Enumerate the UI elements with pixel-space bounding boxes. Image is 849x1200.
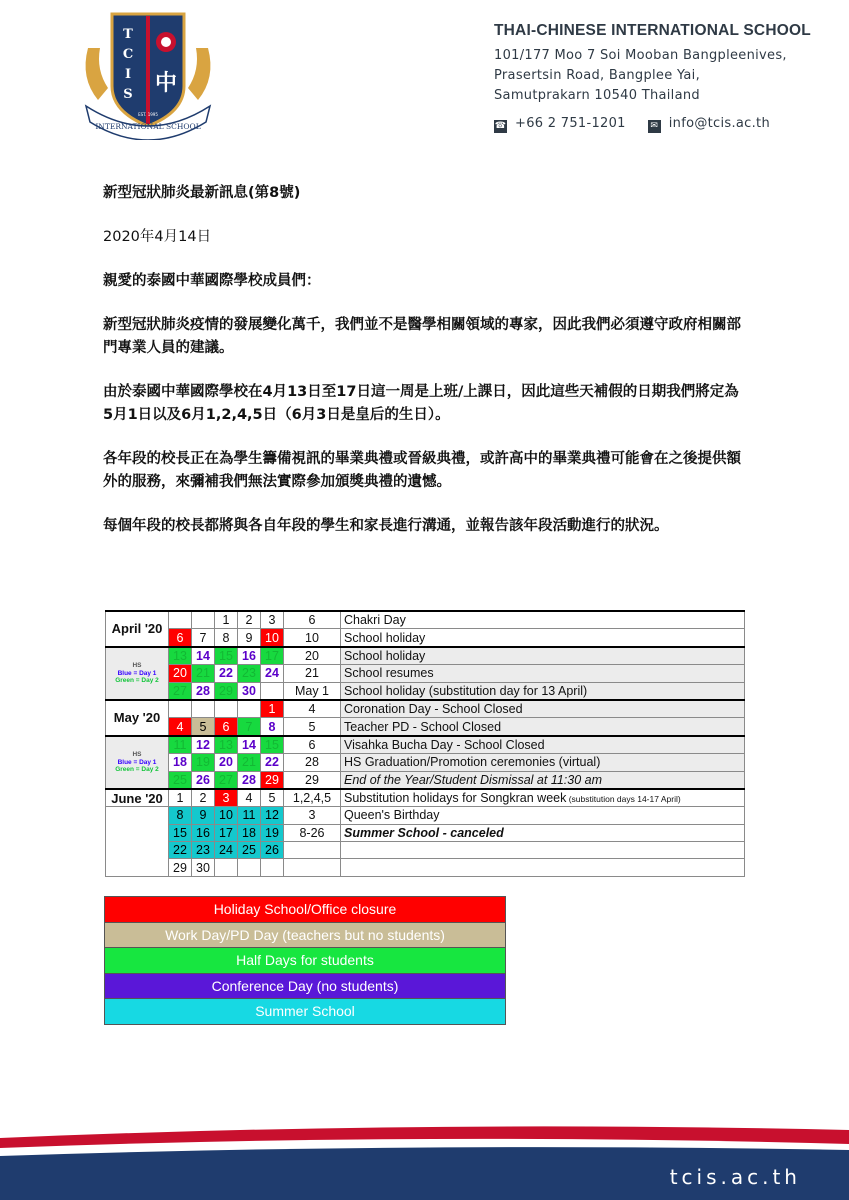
event-date: 21: [284, 665, 341, 682]
email-icon: ✉: [648, 120, 661, 133]
legend-item: Summer School: [105, 999, 505, 1025]
calendar-day: 9: [238, 629, 261, 647]
calendar-day: 5: [192, 718, 215, 736]
address-line: 101/177 Moo 7 Soi Mooban Bangpleenives,: [494, 48, 787, 63]
calendar-day: 22: [215, 665, 238, 682]
event-text: School holiday: [344, 630, 426, 645]
calendar-day: 2: [192, 789, 215, 807]
crest-chinese-char: 中: [154, 71, 178, 96]
event-date: 3: [284, 807, 341, 824]
calendar-row: [106, 647, 745, 665]
calendar-row: [106, 629, 745, 647]
calendar-day: 21: [238, 754, 261, 771]
calendar-day: 23: [192, 842, 215, 859]
event-description: [341, 807, 745, 824]
event-description: [341, 771, 745, 789]
event-text: School resumes: [344, 666, 434, 681]
event-text: Summer School - canceled: [344, 825, 504, 840]
school-crest-logo: [78, 8, 218, 140]
calendar-row: [106, 754, 745, 771]
calendar-day: [238, 859, 261, 876]
calendar-day: [261, 859, 284, 876]
event-date: 4: [284, 700, 341, 718]
crest-letter: I: [124, 67, 132, 82]
legend-item: Work Day/PD Day (teachers but no students): [105, 923, 505, 949]
calendar-day: 6: [169, 629, 192, 647]
hs-day-note: [106, 736, 169, 789]
letter-date: 2020年4月14日: [103, 229, 212, 245]
calendar-day: [169, 611, 192, 629]
calendar-day: 25: [238, 842, 261, 859]
crest-letter: S: [123, 87, 133, 102]
calendar-day: 14: [192, 647, 215, 665]
event-date: 6: [284, 611, 341, 629]
event-text: Visahka Bucha Day - School Closed: [344, 737, 545, 752]
calendar-row: [106, 824, 745, 841]
event-date: 29: [284, 771, 341, 789]
calendar-day: 26: [192, 771, 215, 789]
crest-ribbon-text: INTERNATIONAL SCHOOL: [95, 122, 201, 131]
calendar-day: 20: [215, 754, 238, 771]
calendar-day: 10: [215, 807, 238, 824]
event-description: [341, 629, 745, 647]
event-date: [284, 859, 341, 876]
hs-day-note-line: HS: [132, 751, 142, 759]
calendar-row: [106, 718, 745, 736]
calendar-row: [106, 700, 745, 718]
calendar-day: 17: [261, 647, 284, 665]
calendar-table: [105, 610, 745, 877]
calendar-day: 25: [169, 771, 192, 789]
calendar-row: [106, 807, 745, 824]
calendar-day: 15: [261, 736, 284, 754]
calendar-day: 3: [215, 789, 238, 807]
event-description: [341, 718, 745, 736]
legend-item: Half Days for students: [105, 948, 505, 974]
event-note: (substitution days 14-17 April): [566, 794, 681, 805]
event-text: Chakri Day: [344, 613, 406, 628]
calendar-day: [215, 859, 238, 876]
calendar-day: 26: [261, 842, 284, 859]
calendar-day: [192, 611, 215, 629]
calendar-day: 15: [215, 647, 238, 665]
event-description: [341, 700, 745, 718]
event-date: [284, 842, 341, 859]
event-date: 10: [284, 629, 341, 647]
calendar-row: [106, 771, 745, 789]
hs-day-note-line: Green = Day 2: [115, 677, 159, 685]
event-date: 20: [284, 647, 341, 665]
event-description: [341, 682, 745, 700]
calendar-day: 28: [192, 682, 215, 700]
calendar-day: 16: [192, 824, 215, 841]
calendar-day: 12: [192, 736, 215, 754]
contact-row: [494, 116, 824, 133]
calendar-day: 18: [238, 824, 261, 841]
hs-day-note: [106, 647, 169, 700]
calendar-day: 8: [261, 718, 284, 736]
calendar-day: 11: [169, 736, 192, 754]
event-text: Queen's Birthday: [344, 808, 440, 823]
event-description: [341, 611, 745, 629]
legend-item: Conference Day (no students): [105, 974, 505, 1000]
letter-paragraph: 各年段的校長正在為學生籌備視訊的畢業典禮或晉級典禮，或許高中的畢業典禮可能會在之後提供額外的服務，來彌補我們無法實際參加頒獎典禮的遺憾。: [103, 451, 741, 490]
calendar-row: [106, 665, 745, 682]
hs-day-note-line: Green = Day 2: [115, 766, 159, 774]
event-description: [341, 647, 745, 665]
calendar-day: 18: [169, 754, 192, 771]
event-text: School holiday (substitution day for 13 April): [344, 683, 588, 698]
event-text: Teacher PD - School Closed: [344, 719, 502, 734]
event-date: 5: [284, 718, 341, 736]
calendar-row: [106, 789, 745, 807]
month-label: May '20: [106, 700, 169, 736]
event-text: Substitution holidays for Songkran week: [344, 791, 567, 806]
calendar-day: [238, 700, 261, 718]
calendar-day: 10: [261, 629, 284, 647]
calendar-row: [106, 682, 745, 700]
letter-paragraph: 每個年段的校長都將與各自年段的學生和家長進行溝通，並報告該年段活動進行的狀況。: [103, 518, 669, 534]
calendar-day: 3: [261, 611, 284, 629]
event-date: 8-26: [284, 824, 341, 841]
calendar-day: 11: [238, 807, 261, 824]
calendar-day: 21: [192, 665, 215, 682]
event-text: End of the Year/Student Dismissal at 11:30 am: [344, 772, 603, 787]
event-date: 6: [284, 736, 341, 754]
month-label: June '20: [106, 789, 169, 807]
calendar-day: 4: [238, 789, 261, 807]
phone-number: +66 2 751-1201: [515, 116, 626, 131]
school-header: [494, 22, 824, 133]
calendar-row: [106, 611, 745, 629]
calendar-day: 6: [215, 718, 238, 736]
event-text: Coronation Day - School Closed: [344, 702, 523, 717]
event-description: [341, 736, 745, 754]
calendar-day: 22: [169, 842, 192, 859]
event-date: 1,2,4,5: [284, 789, 341, 807]
calendar-day: 30: [192, 859, 215, 876]
event-text: HS Graduation/Promotion ceremonies (virtual): [344, 755, 601, 770]
event-description: [341, 665, 745, 682]
phone-icon: ☎: [494, 121, 507, 131]
calendar-day: 7: [238, 718, 261, 736]
calendar-row: [106, 842, 745, 859]
email-address[interactable]: info@tcis.ac.th: [668, 116, 770, 131]
calendar-day: 17: [215, 824, 238, 841]
address-line: Prasertsin Road, Bangplee Yai,: [494, 68, 701, 83]
letter-paragraph: 新型冠狀肺炎疫情的發展變化萬千，我們並不是醫學相關領域的專家，因此我們必須遵守政府相關部門專業人員的建議。: [103, 317, 741, 356]
month-label: April '20: [106, 611, 169, 647]
calendar-day: 27: [169, 682, 192, 700]
calendar-day: 29: [215, 682, 238, 700]
crest-letter: C: [122, 47, 134, 62]
calendar-day: 23: [238, 665, 261, 682]
calendar-day: [215, 700, 238, 718]
event-description: [341, 842, 745, 859]
address: [494, 46, 824, 106]
calendar-day: 24: [215, 842, 238, 859]
school-name: THAI-CHINESE INTERNATIONAL SCHOOL: [494, 22, 811, 39]
calendar-day: 27: [215, 771, 238, 789]
hs-day-note-line: Blue = Day 1: [117, 669, 157, 677]
email-contact[interactable]: [648, 116, 770, 133]
crest-letter: T: [123, 27, 133, 42]
calendar-day: 2: [238, 611, 261, 629]
calendar-day: 12: [261, 807, 284, 824]
hs-day-note-line: Blue = Day 1: [117, 758, 157, 766]
address-line: Samutprakarn 10540 Thailand: [494, 88, 700, 103]
letter-title: 新型冠狀肺炎最新訊息(第8號): [103, 185, 301, 201]
letter-body: [103, 182, 743, 559]
event-description: [341, 754, 745, 771]
calendar-day: 4: [169, 718, 192, 736]
event-text: School holiday: [344, 648, 426, 663]
letter-greeting: 親愛的泰國中華國際學校成員們：: [103, 273, 321, 289]
calendar-day: 24: [261, 665, 284, 682]
calendar-day: [261, 682, 284, 700]
calendar-day: 16: [238, 647, 261, 665]
event-date: 28: [284, 754, 341, 771]
calendar-row: [106, 859, 745, 876]
calendar-day: [169, 700, 192, 718]
event-date: May 1: [284, 682, 341, 700]
calendar-day: 13: [169, 647, 192, 665]
color-legend: [104, 896, 506, 1025]
calendar-day: 29: [169, 859, 192, 876]
calendar-day: 1: [169, 789, 192, 807]
footer-url[interactable]: tcis.ac.th: [669, 1165, 801, 1189]
event-description: [341, 824, 745, 841]
event-description: [341, 789, 745, 807]
month-label-empty: [106, 807, 169, 877]
calendar-day: 28: [238, 771, 261, 789]
calendar-day: 8: [215, 629, 238, 647]
legend-item: Holiday School/Office closure: [105, 897, 505, 923]
calendar-day: 7: [192, 629, 215, 647]
event-description: [341, 859, 745, 876]
calendar-day: [192, 700, 215, 718]
calendar-day: 19: [192, 754, 215, 771]
phone-contact: [494, 116, 626, 133]
calendar-day: 20: [169, 665, 192, 682]
calendar-day: 22: [261, 754, 284, 771]
letter-paragraph: 由於泰國中華國際學校在4月13日至17日這一周是上班/上課日，因此這些天補假的日期我們將定為5月1日以及6月1,2,4,5日（6月3日是皇后的生日）。: [103, 384, 739, 423]
calendar-day: 13: [215, 736, 238, 754]
calendar-day: 1: [215, 611, 238, 629]
calendar-row: [106, 736, 745, 754]
calendar-day: 1: [261, 700, 284, 718]
calendar-day: 8: [169, 807, 192, 824]
calendar-day: 9: [192, 807, 215, 824]
calendar-day: 30: [238, 682, 261, 700]
crest-est: EST. 1995: [138, 112, 158, 117]
calendar-day: 14: [238, 736, 261, 754]
calendar-day: 29: [261, 771, 284, 789]
hs-day-note-line: HS: [132, 662, 142, 670]
calendar-day: 5: [261, 789, 284, 807]
calendar-day: 15: [169, 824, 192, 841]
calendar-day: 19: [261, 824, 284, 841]
